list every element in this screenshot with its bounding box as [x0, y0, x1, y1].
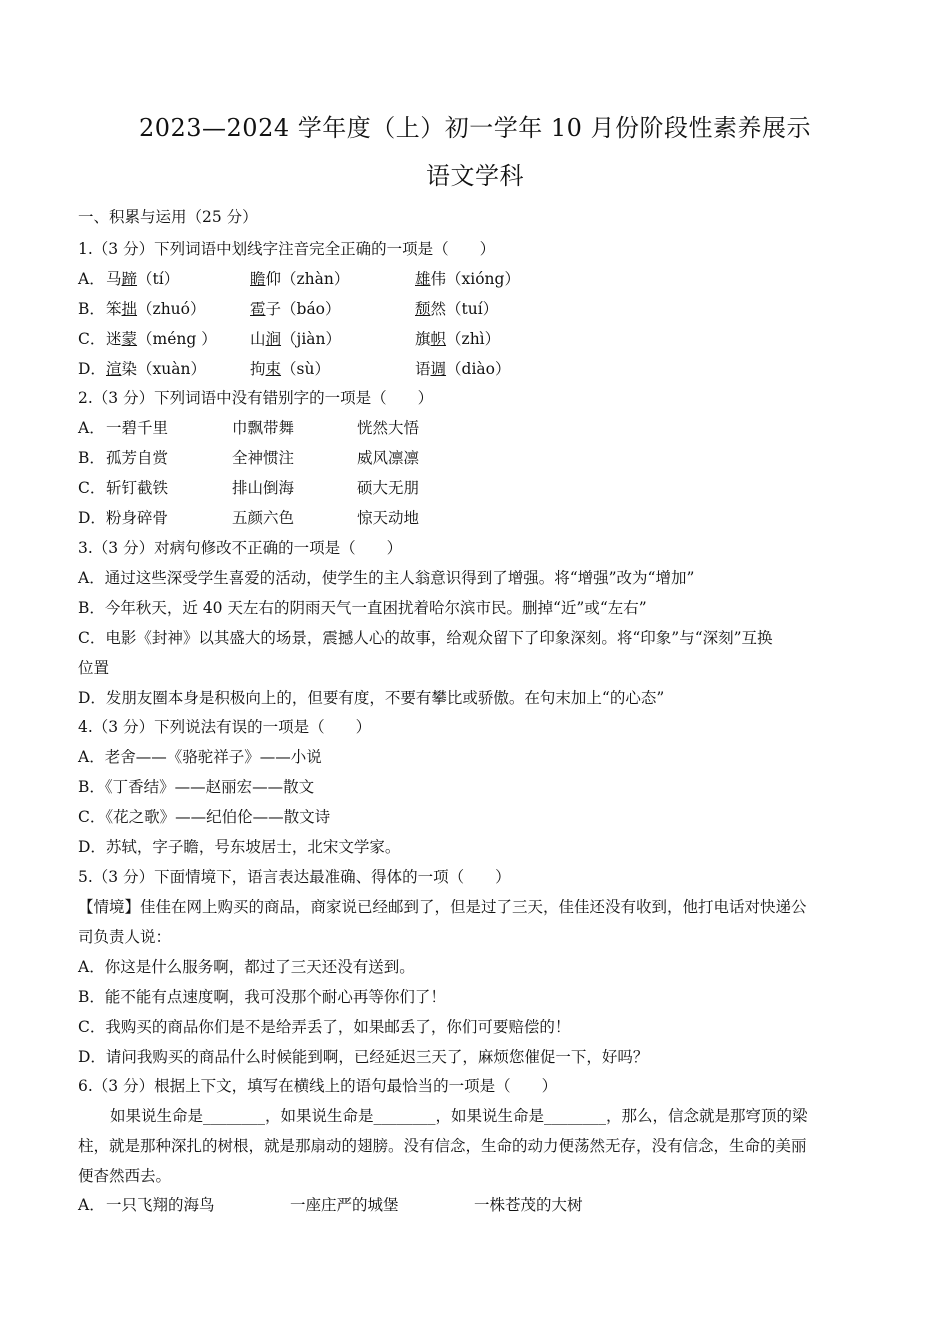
option-word: 全神惯注 [232, 449, 295, 467]
underlined-char: 调 [430, 360, 447, 378]
page-subtitle: 语文学科 [426, 162, 524, 190]
option-label: D． [78, 360, 106, 378]
option-word: 颓然（tuí） [415, 300, 499, 318]
q5-option-d: D．请问我购买的商品什么时候能到啊，已经延迟三天了，麻烦您催促一下，好吗？ [78, 1048, 649, 1066]
q4-option-a: A．老舍——《骆驼祥子》——小说 [78, 748, 322, 766]
q3-option-b: B．今年秋天，近 40 天左右的阴雨天气一直困扰着哈尔滨市民。删掉“近”或“左右” [78, 599, 647, 617]
option-word: 一碧千里 [106, 419, 169, 437]
underlined-char: 蹄 [121, 270, 138, 288]
underlined-char: 帜 [430, 330, 447, 348]
q5-option-c: C．我购买的商品你们是不是给弄丢了，如果邮丢了，你们可要赔偿的！ [78, 1018, 571, 1036]
option-word: 瞻仰（zhàn） [250, 270, 350, 288]
option-label: C． [78, 330, 106, 348]
option-word: 粉身碎骨 [106, 509, 169, 527]
q6-passage-line2: 柱，就是那种深扎的树根，就是那扇动的翅膀。没有信念，生命的动力便荡然无存，没有信念，生命的美丽 [78, 1137, 807, 1155]
option-word: 语调（diào） [415, 360, 511, 378]
q5-context-cont: 司负责人说： [78, 928, 172, 946]
option-label: A． [78, 270, 105, 288]
option-word: 旗帜（zhì） [415, 330, 501, 348]
option-word: 雄伟（xióng） [415, 270, 520, 288]
option-label: B． [78, 449, 105, 467]
q4-option-b: B．《丁香结》——赵丽宏——散文 [78, 778, 315, 796]
q3-option-c: C．电影《封神》以其盛大的场景，震撼人心的故事，给观众留下了印象深刻。将“印象”与“深刻”互换 [78, 629, 773, 647]
underlined-char: 蒙 [121, 330, 138, 348]
q5-option-a: A．你这是什么服务啊，都过了三天还没有送到。 [78, 958, 415, 976]
option-word: 马蹄（tí） [106, 270, 180, 288]
option-word: 恍然大悟 [357, 419, 420, 437]
option-label: A． [78, 1196, 105, 1214]
page-title: 2023—2024 学年度（上）初一学年 10 月份阶段性素养展示 [138, 114, 812, 142]
q4-stem: 4.（3 分）下列说法有误的一项是（ ） [78, 718, 372, 736]
option-word: 一只飞翔的海鸟 [106, 1196, 215, 1214]
q5-context: 【情境】佳佳在网上购买的商品，商家说已经邮到了，但是过了三天，佳佳还没有收到，他打电话对快递公 [78, 898, 807, 916]
option-word: 孤芳自赏 [106, 449, 169, 467]
q2-stem: 2.（3 分）下列词语中没有错别字的一项是（ ） [78, 389, 434, 407]
underlined-char: 瞻 [250, 270, 266, 288]
option-word: 迷蒙（méng ） [106, 330, 217, 348]
q3-stem: 3.（3 分）对病句修改不正确的一项是（ ） [78, 539, 403, 557]
option-word: 笨拙（zhuó） [106, 300, 206, 318]
underlined-char: 雹 [250, 300, 266, 318]
option-label: A． [78, 419, 105, 437]
option-word: 一座庄严的城堡 [290, 1196, 399, 1214]
option-label: D． [78, 509, 106, 527]
option-word: 一株苍茂的大树 [474, 1196, 583, 1214]
option-word: 五颜六色 [232, 509, 295, 527]
q6-stem: 6.（3 分）根据上下文，填写在横线上的语句最恰当的一项是（ ） [78, 1077, 558, 1095]
option-word: 拘束（sù） [250, 360, 330, 378]
underlined-char: 涧 [265, 330, 282, 348]
option-label: C． [78, 479, 106, 497]
underlined-char: 渲 [106, 360, 122, 378]
q4-option-c: C．《花之歌》——纪伯伦——散文诗 [78, 808, 331, 826]
section-heading: 一、积累与运用（25 分） [78, 208, 258, 226]
q6-passage-line3: 便杳然西去。 [78, 1167, 172, 1185]
q6-passage-line1: 如果说生命是________，如果说生命是________，如果说生命是________，那么，信念就是那穹顶的梁 [110, 1107, 808, 1125]
option-word: 山涧（jiàn） [250, 330, 342, 348]
underlined-char: 拙 [121, 300, 138, 318]
q3-option-a: A．通过这些深受学生喜爱的活动，使学生的主人翁意识得到了增强。将“增强”改为“增加” [78, 569, 695, 587]
option-word: 斩钉截铁 [106, 479, 169, 497]
q5-stem: 5.（3 分）下面情境下，语言表达最准确、得体的一项（ ） [78, 868, 511, 886]
underlined-char: 颓 [415, 300, 431, 318]
option-label: B． [78, 300, 105, 318]
underlined-char: 雄 [415, 270, 431, 288]
option-word: 雹子（báo） [250, 300, 341, 318]
option-word: 威风凛凛 [357, 449, 420, 467]
q4-option-d: D．苏轼，字子瞻，号东坡居士，北宋文学家。 [78, 838, 401, 856]
underlined-char: 束 [265, 360, 282, 378]
option-word: 排山倒海 [232, 479, 295, 497]
q3-option-c-cont: 位置 [78, 659, 110, 677]
option-word: 渲染（xuàn） [106, 360, 206, 378]
q5-option-b: B．能不能有点速度啊，我可没那个耐心再等你们了！ [78, 988, 446, 1006]
q1-stem: 1.（3 分）下列词语中划线字注音完全正确的一项是（ ） [78, 240, 496, 258]
option-word: 硕大无朋 [357, 479, 420, 497]
option-word: 惊天动地 [357, 509, 420, 527]
option-word: 巾飘带舞 [232, 419, 295, 437]
q3-option-d: D．发朋友圈本身是积极向上的，但要有度，不要有攀比或骄傲。在句末加上“的心态” [78, 689, 665, 707]
